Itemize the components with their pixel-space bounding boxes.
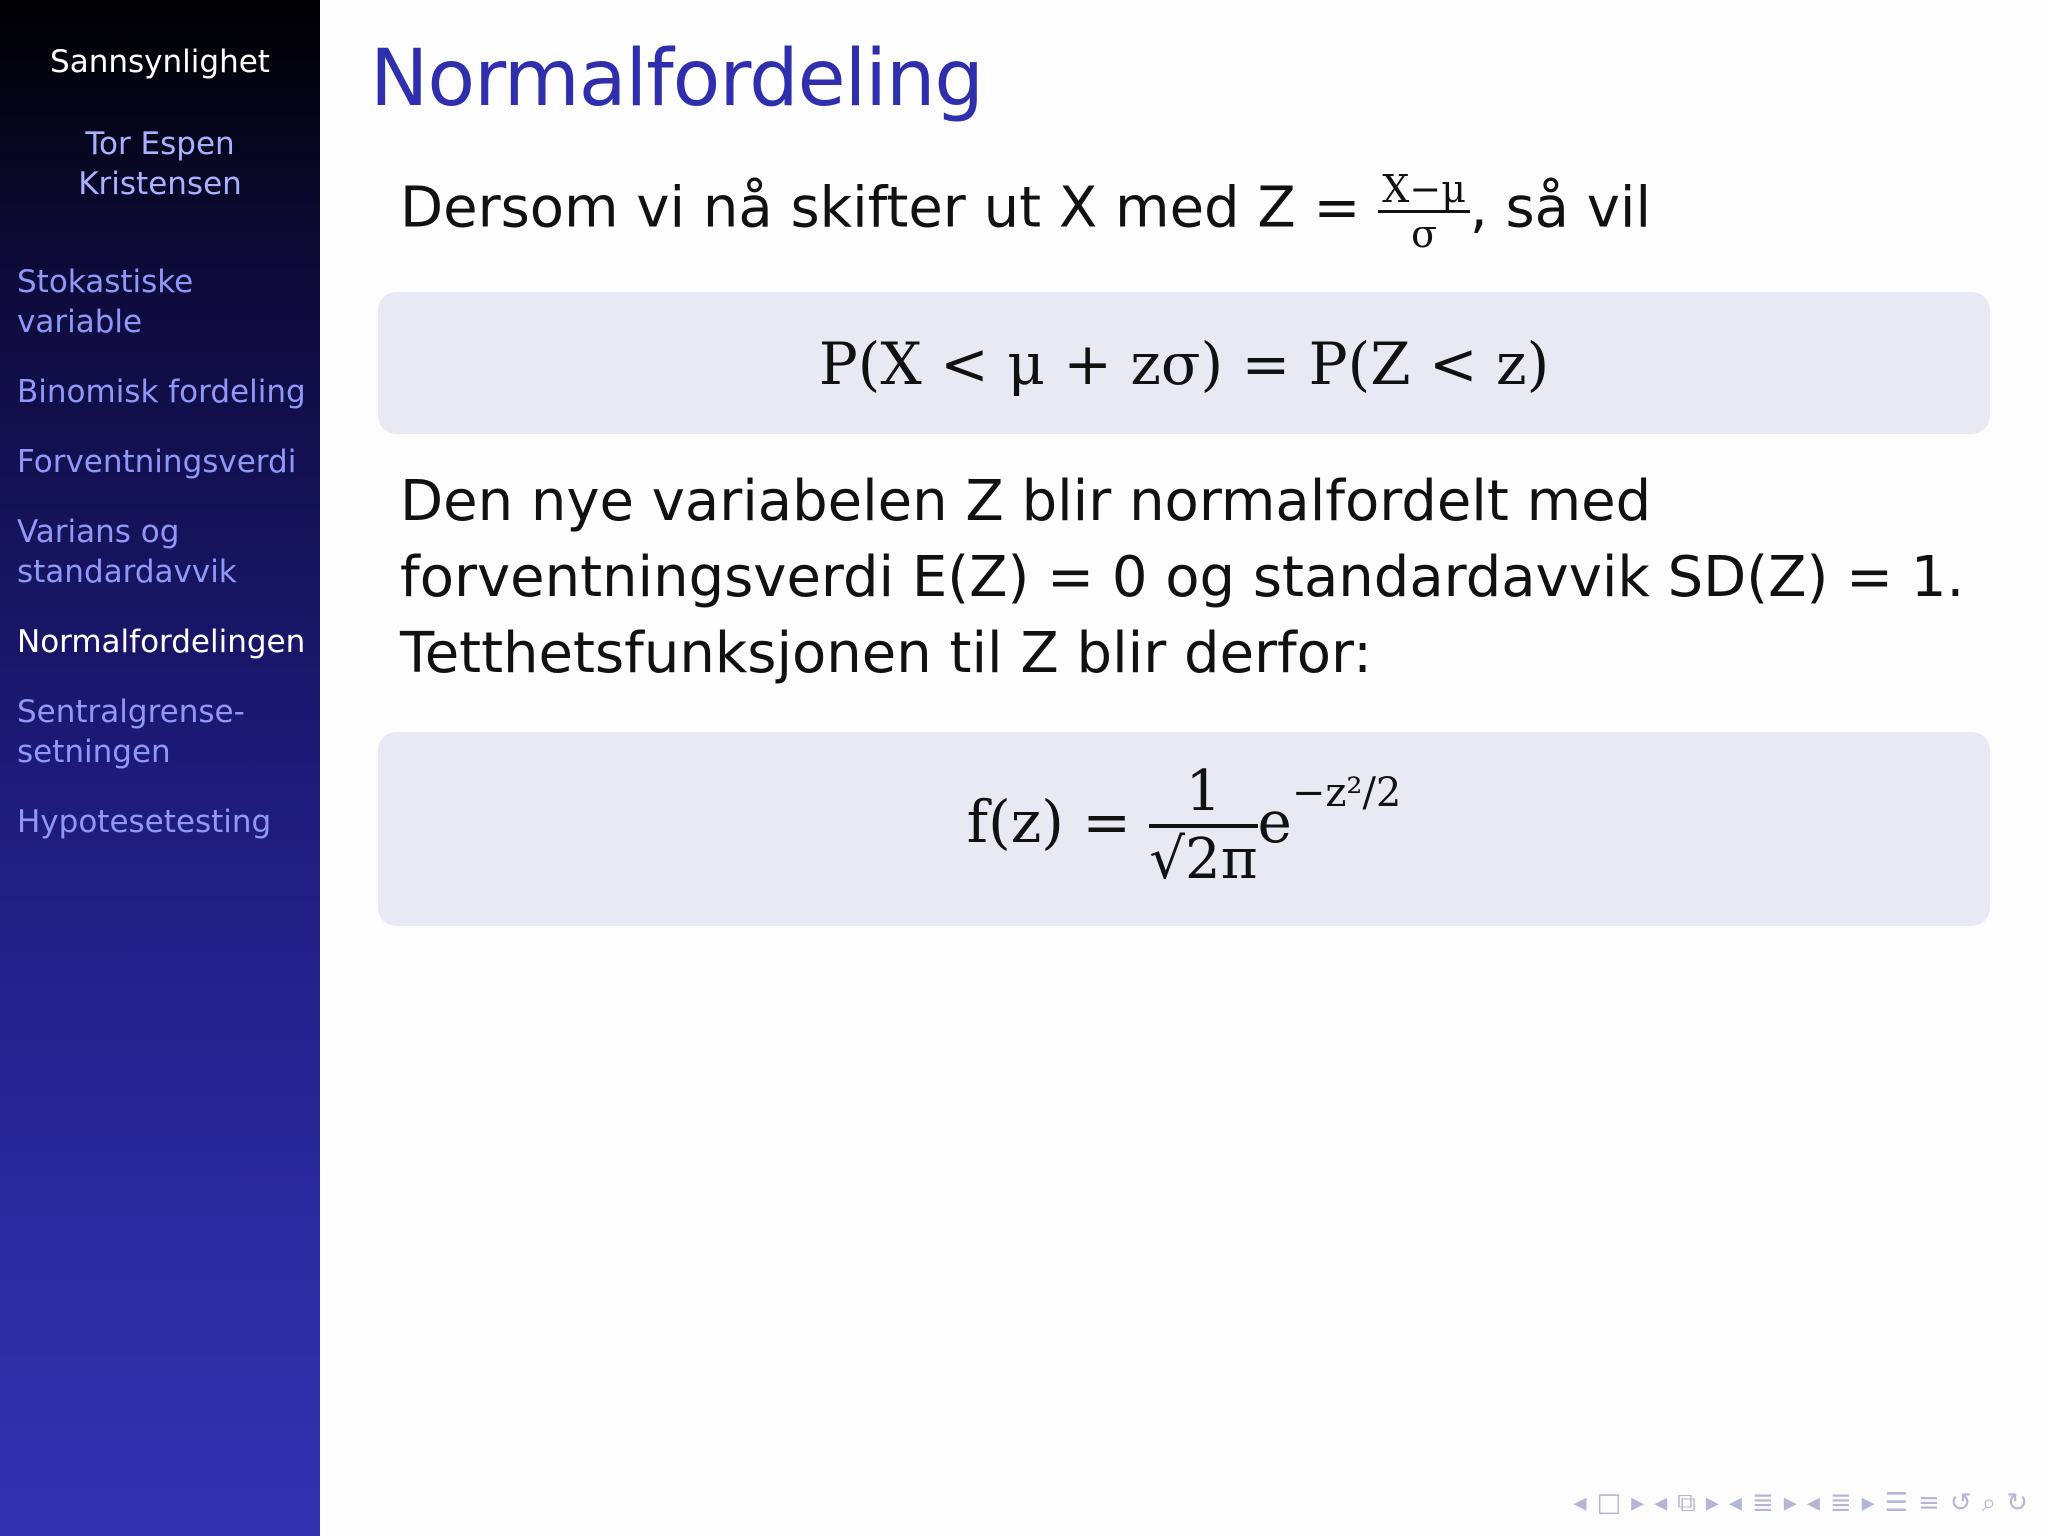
intro-fraction xyxy=(1378,168,1470,255)
equation-2-exponent: −z²/2 xyxy=(1291,770,1402,817)
equation-2-numerator: 1 xyxy=(1149,760,1257,828)
prev-subsection-icon[interactable]: ◂ xyxy=(1654,1488,1668,1518)
sidebar-item-sentralgrensesetningen[interactable]: Sentralgrense-setningen xyxy=(17,694,245,770)
sidebar-author[interactable] xyxy=(0,124,320,204)
next-subsection-icon[interactable]: ▸ xyxy=(1705,1488,1719,1518)
sidebar-item-forventningsverdi[interactable]: Forventningsverdi xyxy=(17,444,297,480)
equation-block-1 xyxy=(378,292,1990,434)
equation-2-base: e xyxy=(1257,788,1292,857)
body-line-3: Tetthetsfunksjonen til Z blir derfor: xyxy=(400,621,1372,686)
frame-title: Normalfordeling xyxy=(370,34,983,124)
equation-block-2 xyxy=(378,732,1990,926)
next-part-icon[interactable]: ▸ xyxy=(1861,1488,1875,1518)
intro-fraction-numerator: X−μ xyxy=(1378,168,1470,213)
author-line-2: Kristensen xyxy=(78,166,242,202)
sidebar-item-binomisk-fordeling[interactable]: Binomisk fordeling xyxy=(17,374,306,410)
sidebar-title[interactable]: Sannsynlighet xyxy=(50,44,270,80)
equation-2-lhs: f(z) = xyxy=(966,788,1131,857)
sidebar xyxy=(0,0,320,1536)
equation-2-fraction xyxy=(1149,760,1257,892)
toc-icon[interactable]: ☰ xyxy=(1884,1488,1909,1518)
equation-2-denominator: √2π xyxy=(1149,827,1258,892)
sidebar-item-normalfordelingen[interactable]: Normalfordelingen xyxy=(17,624,306,660)
next-frame-icon[interactable]: ▸ xyxy=(1631,1488,1645,1518)
undo-icon[interactable]: ↺ xyxy=(1949,1488,1972,1518)
intro-fraction-denominator: σ xyxy=(1411,212,1438,256)
next-section-icon[interactable]: ▸ xyxy=(1783,1488,1797,1518)
section-icon[interactable]: ≣ xyxy=(1751,1488,1774,1518)
beamer-navigation xyxy=(1563,1488,2028,1518)
redo-icon[interactable]: ↻ xyxy=(2006,1488,2028,1518)
sidebar-nav xyxy=(17,262,317,872)
equation-2 xyxy=(378,760,1990,892)
intro-tail: , så vil xyxy=(1469,175,1652,241)
prev-section-icon[interactable]: ◂ xyxy=(1728,1488,1742,1518)
sidebar-item-stokastiske-variable[interactable]: Stokastiske variable xyxy=(17,264,194,340)
equation-1: P(X < μ + zσ) = P(Z < z) xyxy=(818,330,1550,398)
frame-icon[interactable]: □ xyxy=(1596,1488,1622,1518)
sidebar-item-varians[interactable]: Varians og standardavvik xyxy=(17,514,237,590)
body-line-2: forventningsverdi E(Z) = 0 og standardavvik SD(Z) = 1. xyxy=(400,545,1965,610)
body-line-1: Den nye variabelen Z blir normalfordelt med xyxy=(400,469,1652,534)
prev-frame-icon[interactable]: ◂ xyxy=(1573,1488,1587,1518)
body-paragraph xyxy=(400,464,1964,692)
intro-text: Dersom vi nå skifter ut X med Z = xyxy=(400,175,1361,241)
prev-part-icon[interactable]: ◂ xyxy=(1806,1488,1820,1518)
intro-line xyxy=(400,168,1651,255)
author-line-1: Tor Espen xyxy=(85,126,235,162)
search-icon[interactable]: ⌕ xyxy=(1981,1487,1997,1518)
toc-alt-icon[interactable]: ≡ xyxy=(1918,1488,1940,1518)
subsection-icon[interactable]: ⧉ xyxy=(1677,1487,1696,1518)
part-icon[interactable]: ≣ xyxy=(1829,1488,1852,1518)
sidebar-item-hypotesetesting[interactable]: Hypotesetesting xyxy=(17,804,272,840)
